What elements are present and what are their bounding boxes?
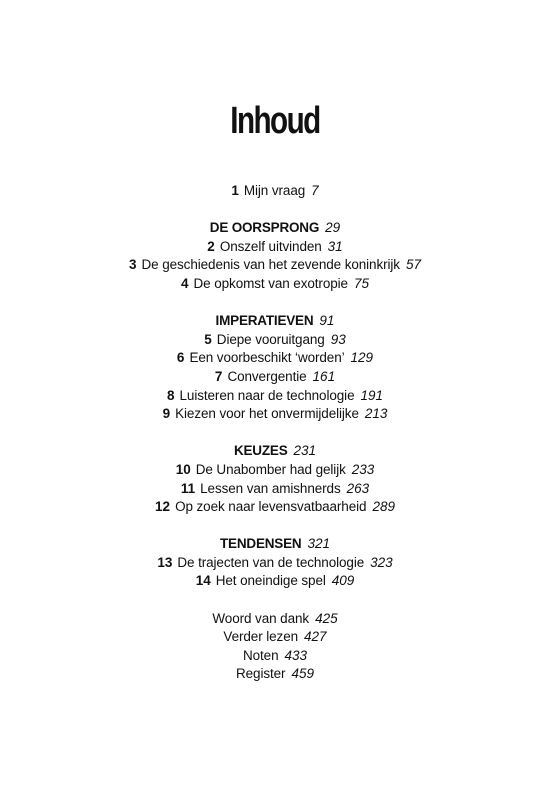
section-spacer <box>0 201 550 220</box>
toc-part-heading <box>0 535 550 554</box>
entry-title: Noten <box>242 647 279 663</box>
section-spacer <box>0 424 550 443</box>
page-number: 7 <box>311 183 319 198</box>
page-number: 91 <box>319 313 335 329</box>
page-number: 29 <box>325 220 341 236</box>
entry-title: Convergentie <box>227 368 307 384</box>
page-number: 427 <box>304 629 327 645</box>
chapter-number: 6 <box>176 350 185 366</box>
page-number: 263 <box>346 480 370 496</box>
part-title: IMPERATIEVEN <box>215 313 314 329</box>
page-number: 409 <box>331 573 355 589</box>
page-number: 321 <box>307 536 330 552</box>
chapter-number: 11 <box>180 480 196 496</box>
page-number: 231 <box>293 443 317 459</box>
entry-title: Lessen van amishnerds <box>200 480 341 496</box>
chapter-number: 1 <box>231 183 239 198</box>
page-number: 191 <box>360 387 384 403</box>
entry-title: De geschiedenis van het zevende koninkrijk <box>141 257 400 273</box>
toc-chapter-entry <box>0 182 550 201</box>
toc-chapter-entry <box>0 405 550 424</box>
chapter-number: 7 <box>214 368 223 384</box>
part-title: TENDENSEN <box>220 536 302 552</box>
page-number: 93 <box>330 331 346 347</box>
page-number: 289 <box>372 499 395 515</box>
toc-chapter-entry <box>0 275 550 294</box>
page-number: 459 <box>291 666 314 682</box>
page-number: 161 <box>312 368 336 384</box>
entry-title: De trajecten van de technologie <box>177 554 365 570</box>
page-number: 433 <box>284 647 308 663</box>
entry-title: De opkomst van exotropie <box>193 275 348 291</box>
toc-chapter-entry <box>0 368 550 387</box>
section-spacer <box>0 294 550 313</box>
entry-title: Luisteren naar de technologie <box>179 387 355 403</box>
part-title: KEUZES <box>233 443 288 459</box>
section-spacer <box>0 517 550 536</box>
toc-backmatter-entry <box>0 665 550 684</box>
chapter-number: 8 <box>166 387 175 403</box>
chapter-number: 2 <box>207 238 215 254</box>
page-title: Inhoud <box>230 100 320 142</box>
chapter-number: 12 <box>155 499 171 515</box>
entry-title: Een voorbeschikt ‘worden’ <box>189 350 345 366</box>
part-title: DE OORSPRONG <box>209 220 320 236</box>
chapter-number: 4 <box>181 275 189 291</box>
toc-chapter-entry <box>0 572 550 591</box>
page-number: 31 <box>327 238 343 254</box>
page-number: 425 <box>315 610 338 626</box>
toc-chapter-entry <box>0 498 550 517</box>
entry-title: Diepe vooruitgang <box>216 331 325 347</box>
toc-chapter-entry <box>0 331 550 350</box>
toc-chapter-entry <box>0 554 550 573</box>
toc-backmatter-entry <box>0 647 550 666</box>
table-of-contents <box>0 182 550 684</box>
entry-title: Verder lezen <box>223 629 299 645</box>
page-number: 213 <box>364 406 388 422</box>
entry-title: Op zoek naar levensvatbaarheid <box>175 499 367 515</box>
toc-backmatter-entry <box>0 610 550 629</box>
chapter-number: 13 <box>157 554 173 570</box>
page-number: 75 <box>353 275 369 291</box>
toc-chapter-entry <box>0 256 550 275</box>
page-number: 57 <box>405 257 421 273</box>
chapter-number: 10 <box>175 461 191 477</box>
toc-chapter-entry <box>0 461 550 480</box>
chapter-number: 3 <box>128 257 137 273</box>
toc-part-heading <box>0 219 550 238</box>
toc-part-heading <box>0 312 550 331</box>
entry-title: Het oneindige spel <box>215 573 326 589</box>
entry-title: Woord van dank <box>212 610 310 626</box>
toc-chapter-entry <box>0 387 550 406</box>
toc-chapter-entry <box>0 238 550 257</box>
chapter-number: 9 <box>162 406 171 422</box>
page-number: 129 <box>350 350 374 366</box>
entry-title: De Unabomber had gelijk <box>195 461 346 477</box>
entry-title: Onszelf uitvinden <box>219 238 322 254</box>
page-number: 323 <box>370 554 393 570</box>
toc-part-heading <box>0 442 550 461</box>
toc-chapter-entry <box>0 480 550 499</box>
page-number: 233 <box>351 461 375 477</box>
chapter-number: 14 <box>195 573 211 589</box>
toc-chapter-entry <box>0 349 550 368</box>
chapter-number: 5 <box>204 331 212 347</box>
entry-title: Register <box>235 666 286 682</box>
section-spacer <box>0 591 550 610</box>
entry-title: Kiezen voor het onvermijdelijke <box>175 406 359 422</box>
entry-title: Mijn vraag <box>243 183 306 198</box>
toc-backmatter-entry <box>0 628 550 647</box>
